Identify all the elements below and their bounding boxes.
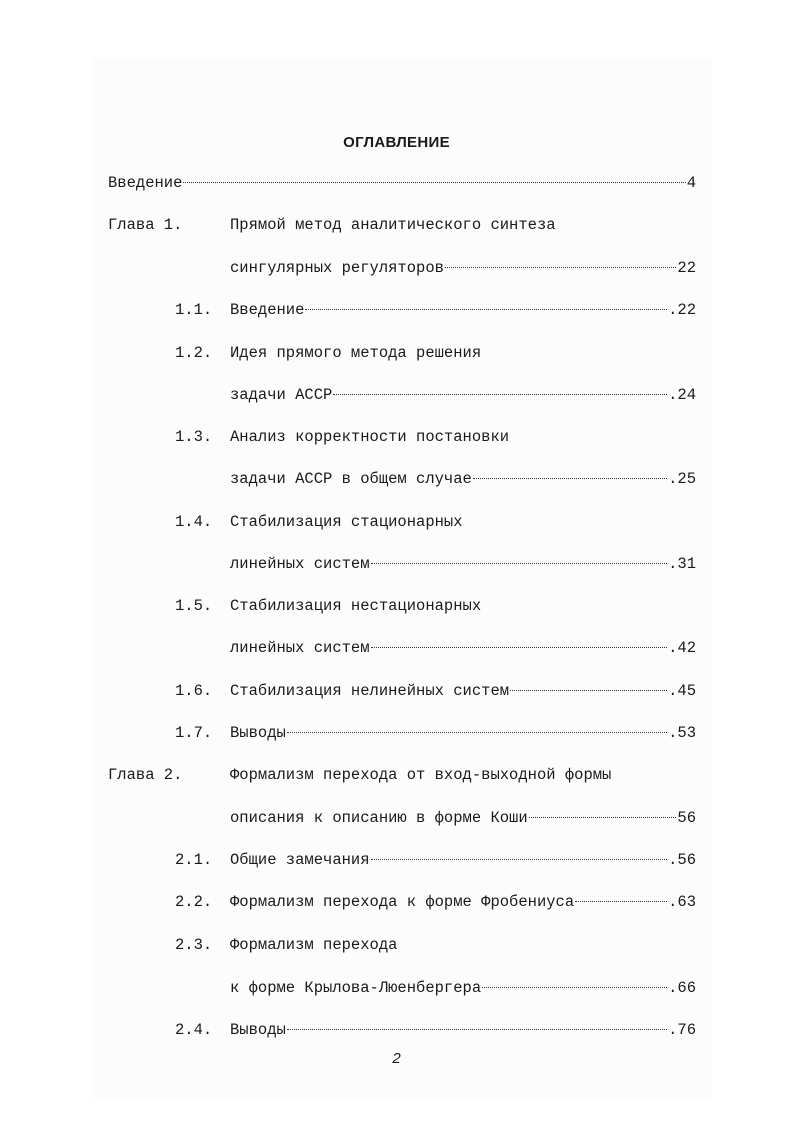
- leader-dots: [445, 267, 676, 268]
- section-title-line1: Анализ корректности постановки: [230, 428, 510, 446]
- section-number: 1.5.: [175, 597, 213, 615]
- leader-dots: [333, 394, 667, 395]
- section-number: 1.1.: [175, 301, 213, 319]
- section-title-line2: к форме Крылова-Люенбергера: [230, 979, 482, 997]
- toc-section-2-3-cont[interactable]: [230, 977, 696, 999]
- toc-page-number: .42: [668, 639, 696, 657]
- section-title: Выводы: [230, 724, 286, 742]
- toc-entry-intro[interactable]: [108, 172, 696, 194]
- section-number: 1.3.: [175, 428, 213, 446]
- toc-page-number: .53: [668, 724, 696, 742]
- toc-page-number: .66: [668, 979, 696, 997]
- chapter-title-line1: Формализм перехода от вход-выходной формы: [230, 766, 612, 784]
- chapter-title-line1: Прямой метод аналитического синтеза: [230, 216, 556, 234]
- leader-dots: [371, 563, 668, 564]
- toc-section-2-3[interactable]: [175, 934, 397, 956]
- toc-page-number: .56: [668, 851, 696, 869]
- chapter-label: Глава 1.: [108, 216, 183, 234]
- toc-section-2-2[interactable]: [175, 891, 696, 913]
- leader-dots: [529, 817, 677, 818]
- toc-page-number: .63: [668, 893, 696, 911]
- section-number: 1.2.: [175, 344, 213, 362]
- section-title: Выводы: [230, 1021, 286, 1039]
- toc-section-1-5-cont[interactable]: [230, 637, 696, 659]
- toc-section-1-6[interactable]: [175, 680, 696, 702]
- page-title: ОГЛАВЛЕНИЕ: [343, 134, 450, 151]
- toc-chapter-2-title[interactable]: [108, 764, 611, 786]
- toc-page-number: 22: [677, 259, 696, 277]
- toc-entry-text: Введение: [108, 174, 183, 192]
- toc-section-1-4[interactable]: [175, 511, 463, 533]
- section-title: Формализм перехода к форме Фробениуса: [230, 893, 575, 911]
- toc-section-1-3-cont[interactable]: [230, 468, 696, 490]
- section-title-line2: задачи АССР: [230, 386, 333, 404]
- leader-dots: [183, 182, 685, 183]
- leader-dots: [305, 309, 667, 310]
- section-number: 2.1.: [175, 851, 213, 869]
- section-title: Введение: [230, 301, 305, 319]
- toc-section-2-4[interactable]: [175, 1019, 696, 1041]
- section-title-line1: Формализм перехода: [230, 936, 398, 954]
- leader-dots: [510, 690, 667, 691]
- section-title-line1: Стабилизация стационарных: [230, 513, 463, 531]
- section-number: 1.7.: [175, 724, 213, 742]
- section-title-line2: задачи АССР в общем случае: [230, 470, 472, 488]
- toc-section-1-3[interactable]: [175, 426, 509, 448]
- toc-page-number: .76: [668, 1021, 696, 1039]
- toc-chapter-1-title-cont[interactable]: [230, 257, 696, 279]
- section-title-line1: Идея прямого метода решения: [230, 344, 482, 362]
- toc-section-1-4-cont[interactable]: [230, 553, 696, 575]
- toc-section-2-1[interactable]: [175, 849, 696, 871]
- toc-page-number: .45: [668, 682, 696, 700]
- section-title: Общие замечания: [230, 851, 370, 869]
- leader-dots: [287, 732, 667, 733]
- toc-page-number: 56: [677, 809, 696, 827]
- section-number: 1.4.: [175, 513, 213, 531]
- toc-page-number: .24: [668, 386, 696, 404]
- chapter-label: Глава 2.: [108, 766, 183, 784]
- section-number: 2.4.: [175, 1021, 213, 1039]
- chapter-title-line2: описания к описанию в форме Коши: [230, 809, 528, 827]
- section-title-line2: линейных систем: [230, 555, 370, 573]
- toc-page-number: 4: [686, 174, 696, 192]
- toc-page-number: .25: [668, 470, 696, 488]
- toc-section-1-2-cont[interactable]: [230, 384, 696, 406]
- leader-dots: [473, 478, 667, 479]
- section-title: Стабилизация нелинейных систем: [230, 682, 510, 700]
- leader-dots: [482, 987, 667, 988]
- section-number: 2.3.: [175, 936, 213, 954]
- leader-dots: [575, 901, 667, 902]
- section-title-line1: Стабилизация нестационарных: [230, 597, 482, 615]
- leader-dots: [371, 859, 668, 860]
- toc-chapter-2-title-cont[interactable]: [230, 807, 696, 829]
- section-title-line2: линейных систем: [230, 639, 370, 657]
- toc-section-1-2[interactable]: [175, 342, 481, 364]
- toc-page-number: .31: [668, 555, 696, 573]
- leader-dots: [371, 647, 668, 648]
- toc-section-1-1[interactable]: [175, 299, 696, 321]
- section-number: 2.2.: [175, 893, 213, 911]
- toc-section-1-7[interactable]: [175, 722, 696, 744]
- toc-section-1-5[interactable]: [175, 595, 481, 617]
- leader-dots: [287, 1029, 667, 1030]
- page-number: 2: [392, 1050, 401, 1067]
- toc-page-number: .22: [668, 301, 696, 319]
- chapter-title-line2: сингулярных регуляторов: [230, 259, 444, 277]
- section-number: 1.6.: [175, 682, 213, 700]
- toc-chapter-1-title[interactable]: [108, 214, 556, 236]
